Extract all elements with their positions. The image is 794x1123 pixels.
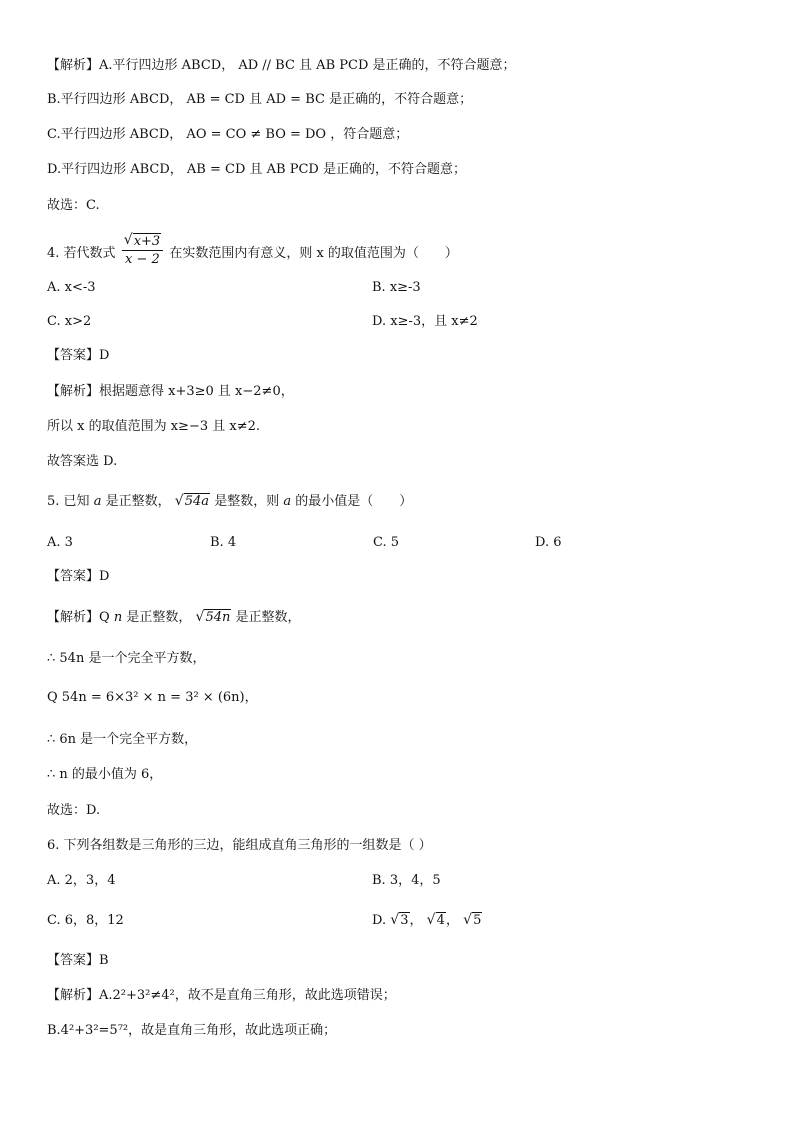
q6-option-d: D. √ 3， √ 4， √ 5 xyxy=(372,911,482,931)
q6-sqrt-1 xyxy=(390,911,409,931)
q5-stem-d: 的最小值是（ ） xyxy=(295,494,413,509)
q5-analysis-1b: 是正整数， xyxy=(126,610,192,625)
q5-analysis-1n: n xyxy=(113,610,123,625)
q5-var-a-2: a xyxy=(283,494,292,509)
q4-answer: 【答案】D xyxy=(47,348,110,363)
q3-analysis-b: B.平行四边形 ABCD， AB = CD 且 AD = BC 是正确的，不符合题意； xyxy=(47,92,473,107)
q5-answer: 【答案】D xyxy=(47,569,110,584)
radical-icon: √ xyxy=(390,912,400,928)
q5-stem-c: 是整数，则 xyxy=(214,494,280,509)
radical-icon: √ xyxy=(426,912,436,928)
q5-analysis-4: ∴ 6n 是一个完全平方数， xyxy=(47,732,198,747)
q5-analysis-6: 故选：D. xyxy=(47,803,101,818)
q4-stem xyxy=(47,232,458,273)
q4-analysis-3: 故答案选 D. xyxy=(47,454,118,469)
q6-option-b: B. 3，4，5 xyxy=(372,873,441,888)
q5-var-a: a xyxy=(93,494,102,509)
q6-sqrt-2-body: 4 xyxy=(436,913,445,928)
q4-option-d: D. x≥-3，且 x≠2 xyxy=(372,314,478,329)
q3-conclusion: 故选：C. xyxy=(47,198,100,213)
q4-sqrt xyxy=(124,233,162,250)
q5-sqrt xyxy=(175,492,210,512)
q5-sqrt-body: 54a xyxy=(184,494,210,509)
q4-analysis-2: 所以 x 的取值范围为 x≥−3 且 x≠2. xyxy=(47,419,261,434)
q5-stem xyxy=(47,492,412,512)
q6-option-d-label: D. xyxy=(372,913,387,928)
q3-analysis-c: C.平行四边形 ABCD， AO = CO ≠ BO = DO ，符合题意； xyxy=(47,127,409,142)
q5-analysis-1 xyxy=(47,608,301,628)
q4-fraction xyxy=(122,233,164,268)
q6-sqrt-2 xyxy=(427,911,446,931)
q6-sqrt-3-body: 5 xyxy=(473,913,482,928)
q5-option-c: C. 5 xyxy=(373,535,400,550)
q5-option-a: A. 3 xyxy=(47,535,73,550)
q4-option-c: C. x>2 xyxy=(47,314,92,329)
q4-stem-prefix: 4. 若代数式 xyxy=(47,246,116,261)
radical-icon: √ xyxy=(463,912,472,928)
q5-option-d: D. 6 xyxy=(535,535,562,550)
q6-analysis-1: 【解析】A.2²+3²≠4²，故不是直角三角形，故此选项错误； xyxy=(47,988,396,1003)
q4-option-b: B. x≥-3 xyxy=(372,280,421,295)
q4-analysis-1: 【解析】根据题意得 x+3≥0 且 x−2≠0， xyxy=(47,384,294,399)
q5-stem-b: 是正整数， xyxy=(105,494,171,509)
q5-analysis-5: ∴ n 的最小值为 6， xyxy=(47,767,163,782)
q4-sqrt-body: x+3 xyxy=(133,234,161,249)
q5-option-b: B. 4 xyxy=(210,535,237,550)
q5-analysis-2: ∴ 54n 是一个完全平方数， xyxy=(47,651,206,666)
q6-option-c: C. 6，8，12 xyxy=(47,913,124,928)
q6-analysis-2: B.4²+3²=5⁷²，故是直角三角形，故此选项正确； xyxy=(47,1023,337,1038)
q5-analysis-1c: 是正整数， xyxy=(235,610,301,625)
q4-stem-suffix: 在实数范围内有意义，则 x 的取值范围为（ ） xyxy=(169,246,458,261)
q6-sqrt-3 xyxy=(463,911,482,931)
radical-icon: √ xyxy=(123,232,133,248)
q5-analysis-sqrt xyxy=(195,608,231,628)
q4-fraction-denominator: x − 2 xyxy=(125,252,160,267)
q5-analysis-1a: 【解析】Q xyxy=(47,610,110,625)
q6-answer: 【答案】B xyxy=(47,953,109,968)
q3-analysis-d: D.平行四边形 ABCD， AB = CD 且 AB PCD 是正确的，不符合题意； xyxy=(47,162,466,177)
q3-analysis-a: 【解析】A.平行四边形 ABCD， AD // BC 且 AB PCD 是正确的，不符合题意； xyxy=(47,58,516,73)
q6-option-a: A. 2，3，4 xyxy=(47,873,116,888)
q5-analysis-3: Q 54n = 6×3² × n = 3² × (6n)， xyxy=(47,690,258,705)
q5-analysis-sqrt-body: 54n xyxy=(205,610,231,625)
q5-stem-a: 5. 已知 xyxy=(47,494,90,509)
q6-sqrt-1-body: 3 xyxy=(400,913,409,928)
radical-icon: √ xyxy=(195,609,205,625)
q4-option-a: A. x<-3 xyxy=(47,280,96,295)
radical-icon: √ xyxy=(174,493,184,509)
q6-stem: 6. 下列各组数是三角形的三边，能组成直角三角形的一组数是（ ） xyxy=(47,838,432,853)
q4-fraction-numerator xyxy=(122,233,164,251)
